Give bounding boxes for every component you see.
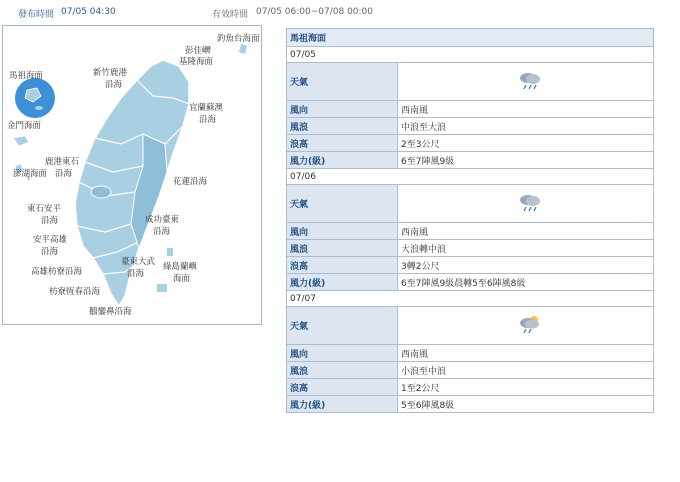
wave-value: 中浪至大浪	[398, 118, 654, 135]
wind-force-value: 6至7陣風9級	[398, 152, 654, 169]
issue-time-value: 07/05 04:30	[61, 7, 116, 17]
wind-direction-row	[287, 223, 654, 240]
weather-value	[398, 63, 654, 101]
label-anping-kaohsiung-2[interactable]: 沿海	[41, 247, 59, 257]
label-kinmen[interactable]: 金門海面	[7, 121, 42, 131]
weather-label: 天氣	[287, 185, 398, 223]
orchid-island[interactable]	[157, 284, 167, 292]
label-kaohsiung-fangliao[interactable]: 高雄枋寮沿海	[31, 267, 83, 277]
wave-label: 風浪	[287, 118, 398, 135]
label-yilan-suao-2[interactable]: 沿海	[199, 115, 217, 125]
label-green-orchid[interactable]: 綠島蘭嶼	[163, 262, 198, 272]
partly-cloudy-rain-icon	[517, 314, 543, 337]
weather-label: 天氣	[287, 63, 398, 101]
cloudy-rain-icon	[517, 70, 543, 93]
forecast-date: 07/06	[287, 169, 654, 185]
weather-label: 天氣	[287, 307, 398, 345]
label-lukang-dongshi-2[interactable]: 沿海	[55, 169, 73, 179]
weather-row	[287, 63, 654, 101]
weather-row	[287, 307, 654, 345]
issue-time-label: 發布時間	[18, 10, 55, 20]
label-anping-kaohsiung[interactable]: 安平高雄	[33, 235, 68, 245]
label-fangliao-hengchun[interactable]: 枋寮恆春沿海	[49, 287, 101, 297]
header-bar	[0, 0, 680, 20]
wave-height-row	[287, 257, 654, 274]
wave-row	[287, 362, 654, 379]
wind-force-label: 風力(級)	[287, 274, 398, 291]
label-chenggong-taitung-2[interactable]: 沿海	[153, 227, 171, 237]
label-dongshi-anping[interactable]: 東石安平	[27, 204, 62, 214]
label-penghu[interactable]: 澎湖海面	[13, 169, 48, 179]
label-matsu[interactable]: 馬祖海面	[9, 71, 44, 81]
wind-force-label: 風力(級)	[287, 152, 398, 169]
wave-height-row	[287, 135, 654, 152]
wind-direction-label: 風向	[287, 101, 398, 118]
valid-time-value: 07/05 06:00~07/08 00:00	[256, 7, 374, 17]
wind-direction-row	[287, 345, 654, 362]
matsu-sea-area[interactable]	[15, 78, 55, 118]
wave-value: 大浪轉中浪	[398, 240, 654, 257]
date-row	[287, 291, 654, 307]
taiwan-map-svg	[3, 26, 261, 324]
wave-label: 風浪	[287, 240, 398, 257]
wind-force-value: 6至7陣風9級晨轉5至6陣風8級	[398, 274, 654, 291]
wave-height-label: 浪高	[287, 135, 398, 152]
sea-area-map	[2, 25, 262, 325]
wind-direction-value: 西南風	[398, 101, 654, 118]
label-keelung[interactable]: 基隆海面	[179, 57, 214, 67]
wave-height-label: 浪高	[287, 379, 398, 396]
wave-height-label: 浪高	[287, 257, 398, 274]
label-taitung-dawu-2[interactable]: 沿海	[127, 269, 145, 279]
wave-row	[287, 240, 654, 257]
wind-force-label: 風力(級)	[287, 396, 398, 413]
weather-row	[287, 185, 654, 223]
label-hsinchu-lukang[interactable]: 新竹鹿港	[93, 68, 128, 78]
green-island[interactable]	[167, 248, 173, 256]
wave-value: 小浪至中浪	[398, 362, 654, 379]
wind-direction-row	[287, 101, 654, 118]
forecast-date: 07/05	[287, 47, 654, 63]
wave-row	[287, 118, 654, 135]
kinmen-island[interactable]	[13, 136, 29, 146]
matsu-islet	[35, 106, 43, 110]
label-eluanbi[interactable]: 鵝鑾鼻沿海	[89, 307, 132, 317]
label-hsinchu-lukang-2[interactable]: 沿海	[105, 80, 123, 90]
label-hualien[interactable]: 花蓮沿海	[173, 177, 208, 187]
label-pengjia[interactable]: 彭佳嶼	[185, 46, 211, 56]
label-taitung-dawu[interactable]: 臺東大武	[121, 257, 156, 267]
label-chenggong-taitung[interactable]: 成功臺東	[145, 215, 180, 225]
forecast-area-header	[287, 29, 654, 47]
cloudy-rain-icon	[517, 192, 543, 215]
marine-forecast-table	[286, 28, 654, 413]
central-region[interactable]	[91, 186, 111, 198]
wind-force-row	[287, 152, 654, 169]
wind-force-row	[287, 274, 654, 291]
label-diaoyutai[interactable]: 釣魚台海面	[217, 34, 260, 44]
wind-force-row	[287, 396, 654, 413]
valid-time-label: 有效時間	[212, 10, 249, 20]
forecast-area-name: 馬祖海面	[287, 29, 654, 47]
wave-height-value: 1至2公尺	[398, 379, 654, 396]
date-row	[287, 169, 654, 185]
wave-height-value: 2至3公尺	[398, 135, 654, 152]
weather-value	[398, 307, 654, 345]
wind-direction-value: 西南風	[398, 223, 654, 240]
wind-direction-label: 風向	[287, 345, 398, 362]
forecast-date: 07/07	[287, 291, 654, 307]
label-lukang-dongshi[interactable]: 鹿港東石	[45, 157, 80, 167]
wind-direction-label: 風向	[287, 223, 398, 240]
label-yilan-suao[interactable]: 宜蘭蘇澳	[189, 103, 224, 113]
wind-force-value: 5至6陣風8級	[398, 396, 654, 413]
label-dongshi-anping-2[interactable]: 沿海	[41, 216, 59, 226]
diaoyutai-islet[interactable]	[239, 44, 247, 54]
wave-height-row	[287, 379, 654, 396]
wind-direction-value: 西南風	[398, 345, 654, 362]
weather-value	[398, 185, 654, 223]
wave-height-value: 3轉2公尺	[398, 257, 654, 274]
label-green-orchid-2[interactable]: 海面	[173, 274, 191, 284]
date-row	[287, 47, 654, 63]
wave-label: 風浪	[287, 362, 398, 379]
